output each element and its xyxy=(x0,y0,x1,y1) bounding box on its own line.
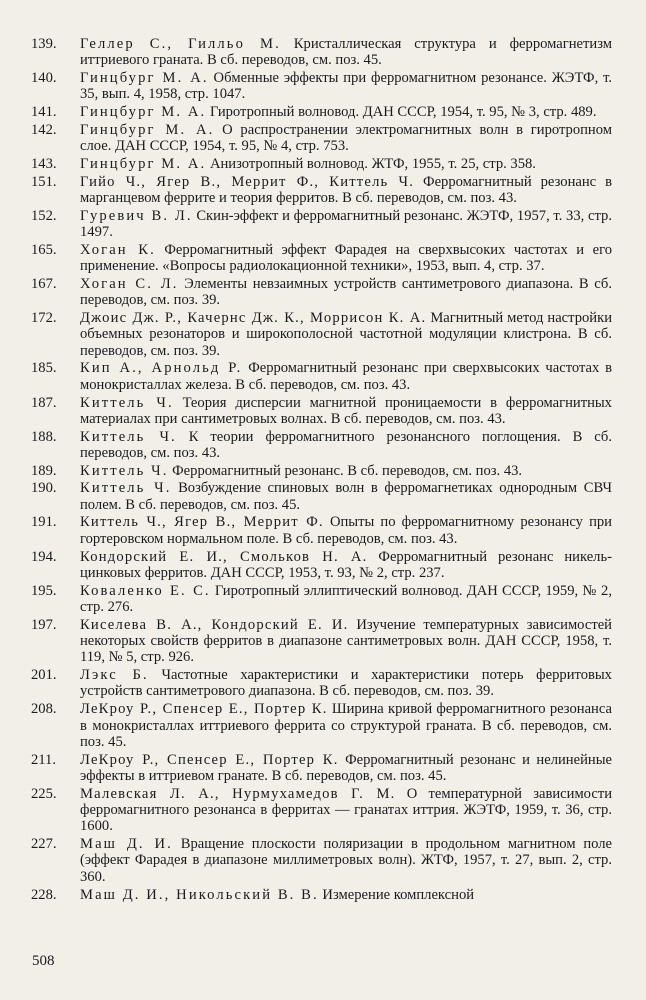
entry-authors: Маш Д. И. xyxy=(80,836,173,853)
entry-body xyxy=(80,549,612,582)
entry-reference: Ферромагнитный резонанс никель-цинковых ферритов. ДАН СССР, 1953, т. 93, № 2, стр. 237. xyxy=(80,548,612,581)
bib-entry xyxy=(28,701,612,750)
bib-entry xyxy=(28,104,612,120)
entry-body xyxy=(80,463,612,479)
bib-entry xyxy=(28,887,612,903)
entry-body xyxy=(80,174,612,207)
entry-body xyxy=(80,242,612,275)
entry-reference: Скин-эффект и ферромагнитный резонанс. ЖЭТФ, 1957, т. 33, стр. 1497. xyxy=(80,207,612,241)
entry-authors: Гинцбург М. А. xyxy=(80,104,207,121)
bib-entry xyxy=(28,549,612,582)
entry-authors: Кип А., Арнольд Р. xyxy=(80,360,243,377)
entry-reference: Частотные характеристики и характеристики потерь ферритовых устройств сантиметрового диапазона. В сб. переводов, см. поз. 39. xyxy=(80,667,612,700)
entry-authors: Киттель Ч. xyxy=(80,428,177,445)
entry-reference: Гиротропный эллиптический волновод. ДАН СССР, 1959, № 2, стр. 276. xyxy=(80,582,612,615)
entry-authors: Гинцбург М. А. xyxy=(80,155,207,172)
entry-authors: Гуревич В. Л. xyxy=(80,207,193,224)
entry-reference: Элементы невзаимных устройств сантиметрового диапазона. В сб. переводов, см. поз. 39. xyxy=(80,275,612,309)
entry-number: 190. xyxy=(31,480,57,497)
entry-body xyxy=(80,36,612,69)
entry-body xyxy=(80,786,612,835)
bib-entry xyxy=(28,360,612,393)
entry-body xyxy=(80,360,612,393)
entry-body xyxy=(80,514,612,547)
entry-body xyxy=(80,429,612,462)
entry-reference: О температурной зависимости ферромагнитного резонанса в ферритах — гранатах иттрия. ЖЭТФ, 1959, т. 36, стр. 1600. xyxy=(80,785,613,835)
entry-body xyxy=(80,208,612,241)
entry-authors: ЛеКроу Р., Спенсер Е., Портер К. xyxy=(80,701,328,718)
entry-reference: Ферромагнитный резонанс при сверхвысоких частотах в монокристаллах железа. В сб. переводов, см. поз. 43. xyxy=(80,360,612,393)
entry-number: 188. xyxy=(31,428,57,445)
entry-number: 143. xyxy=(31,155,57,172)
bib-entry xyxy=(28,156,612,172)
bib-entry xyxy=(28,276,612,309)
entry-number: 151. xyxy=(31,173,57,190)
bib-entry xyxy=(28,174,612,207)
entry-reference: Опыты по ферромагнитному резонансу при гортеровском нормальном поле. В сб. переводов, см. поз. 43. xyxy=(80,514,612,547)
entry-reference: Ширина кривой ферромагнитного резонанса в монокристаллах иттриевого феррита со структурой граната. В сб. переводов, см. поз. 45. xyxy=(80,701,612,750)
entry-number: 185. xyxy=(31,360,57,377)
entry-reference: Теория дисперсии магнитной проницаемости в ферромагнитных материалах при сантиметровых волнах. В сб. переводов, см. поз. 43. xyxy=(80,394,612,427)
entry-reference: Ферромагнитный резонанс. В сб. переводов, см. поз. 43. xyxy=(172,462,523,479)
entry-authors: Киттель Ч., Ягер В., Меррит Ф. xyxy=(80,514,324,531)
bib-entry xyxy=(28,122,612,155)
entry-number: 141. xyxy=(31,104,57,121)
entry-authors: Киттель Ч. xyxy=(80,462,169,479)
entry-authors: Хоган С. Л. xyxy=(80,275,179,292)
entry-number: 194. xyxy=(31,548,57,565)
bib-entry xyxy=(28,514,612,547)
entry-reference: Обменные эффекты при ферромагнитном резонансе. ЖЭТФ, т. 35, вып. 4, 1958, стр. 1047. xyxy=(80,70,612,103)
entry-number: 172. xyxy=(31,310,57,327)
entry-body xyxy=(80,156,612,172)
entry-number: 211. xyxy=(31,751,56,768)
entry-body xyxy=(80,752,612,785)
entry-body xyxy=(80,276,612,309)
entry-authors: ЛеКроу Р., Спенсер Е., Портер К. xyxy=(80,751,339,768)
entry-number: 228. xyxy=(31,886,57,903)
entry-authors: Гинцбург М. А. xyxy=(80,70,209,87)
bib-entry xyxy=(28,752,612,785)
bib-entry xyxy=(28,463,612,479)
entry-reference: Возбуждение спиновых волн в ферромагнетиках однородным СВЧ полем. В сб. переводов, см. поз. 45. xyxy=(80,480,612,513)
bib-entry xyxy=(28,617,612,666)
bib-entry xyxy=(28,480,612,513)
entry-body xyxy=(80,480,612,513)
page-number: 508 xyxy=(32,953,55,969)
entry-reference: Изучение температурных зависимостей некоторых свойств ферритов в диапазоне сантиметровых волн. ДАН СССР, 1958, т. 119, № 5, стр. 926. xyxy=(80,616,612,666)
entry-number: 208. xyxy=(31,701,57,718)
entry-number: 191. xyxy=(31,514,57,531)
entry-authors: Маш Д. И., Никольский В. В. xyxy=(80,886,319,903)
bib-entry xyxy=(28,395,612,428)
entry-reference: К теории ферромагнитного резонансного поглощения. В сб. переводов, см. поз. 43. xyxy=(80,428,612,461)
bib-entry xyxy=(28,70,612,103)
entry-body xyxy=(80,617,612,666)
entry-authors: Геллер С., Гилльо М. xyxy=(80,36,281,52)
entry-authors: Лэкс Б. xyxy=(80,667,149,684)
entry-number: 197. xyxy=(31,616,57,633)
entry-number: 225. xyxy=(31,785,57,802)
bib-entry xyxy=(28,208,612,241)
entry-authors: Джоис Дж. Р., Качернс Дж. К., Моррисон К. А. xyxy=(80,310,427,327)
bib-entry xyxy=(28,310,612,359)
entry-number: 201. xyxy=(31,667,57,684)
entry-number: 139. xyxy=(31,36,57,52)
entry-reference: Ферромагнитный эффект Фарадея на сверхвысоких частотах и его применение. «Вопросы радиолокационной техники», 1953, вып. 4, стр. 37. xyxy=(80,241,612,275)
entry-authors: Малевская Л. А., Нурмухамедов Г. М. xyxy=(80,785,396,802)
entry-number: 165. xyxy=(31,241,57,258)
entry-number: 187. xyxy=(31,394,57,411)
entry-number: 152. xyxy=(31,207,57,224)
entry-body xyxy=(80,836,612,885)
entry-body xyxy=(80,887,612,903)
entry-authors: Коваленко Е. С. xyxy=(80,582,211,599)
bib-entry xyxy=(28,667,612,700)
entry-number: 140. xyxy=(31,70,57,87)
entry-reference: Гиротропный волновод. ДАН СССР, 1954, т. 95, № 3, стр. 489. xyxy=(209,104,597,121)
entry-body xyxy=(80,122,612,155)
entry-body xyxy=(80,667,612,700)
entry-body xyxy=(80,583,612,616)
entry-reference: О распространении электромагнитных волн в гиротропном слое. ДАН СССР, 1954, т. 95, № 4, стр. 753. xyxy=(80,121,612,155)
entry-authors: Гинцбург М. А. xyxy=(80,121,215,138)
entry-authors: Киттель Ч. xyxy=(80,394,174,411)
entry-number: 142. xyxy=(31,121,57,138)
entry-number: 167. xyxy=(31,275,57,292)
entry-reference: Ферромагнитный резонанс в марганцевом феррите и теория ферритов. В сб. переводов, см. поз. 43. xyxy=(80,173,612,207)
entry-reference: Магнитный метод настройки объемных резонаторов и широкополосной частотной модуляции клистрона. В сб. переводов, см. поз. 39. xyxy=(80,310,613,359)
entry-authors: Хоган К. xyxy=(80,241,156,258)
entry-body xyxy=(80,70,612,103)
entry-authors: Кондорский Е. И., Смольков Н. А. xyxy=(80,548,368,565)
entry-body xyxy=(80,701,612,750)
entry-body xyxy=(80,104,612,120)
entry-authors: Киселева В. А., Кондорский Е. И. xyxy=(80,616,349,633)
entry-reference: Вращение плоскости поляризации в продольном магнитном поле (эффект Фарадея в диапазоне миллиметровых волн). ЖТФ, 1957, т. 27, вып. 2, стр. 360. xyxy=(80,836,613,885)
bib-entry xyxy=(28,836,612,885)
entry-number: 227. xyxy=(31,836,57,853)
entry-authors: Киттель Ч. xyxy=(80,480,172,497)
bib-entry xyxy=(28,786,612,835)
entry-number: 189. xyxy=(31,462,57,479)
bibliography-list xyxy=(28,36,612,904)
bib-entry xyxy=(28,583,612,616)
bib-entry xyxy=(28,36,612,69)
entry-reference: Анизотропный волновод. ЖТФ, 1955, т. 25, стр. 358. xyxy=(209,155,536,172)
entry-reference: Ферромагнитный резонанс и нелинейные эффекты в иттриевом гранате. В сб. переводов, см. поз. 45. xyxy=(80,751,612,784)
entry-reference: Кристаллическая структура и ферромагнетизм иттриевого граната. В сб. переводов, см. поз. 45. xyxy=(80,36,613,69)
entry-body xyxy=(80,395,612,428)
bib-entry xyxy=(28,429,612,462)
entry-authors: Гийо Ч., Ягер В., Меррит Ф., Киттель Ч. xyxy=(80,173,415,190)
entry-reference: Измерение комплексной xyxy=(322,886,475,903)
entry-number: 195. xyxy=(31,582,57,599)
bib-entry xyxy=(28,242,612,275)
entry-body xyxy=(80,310,612,359)
